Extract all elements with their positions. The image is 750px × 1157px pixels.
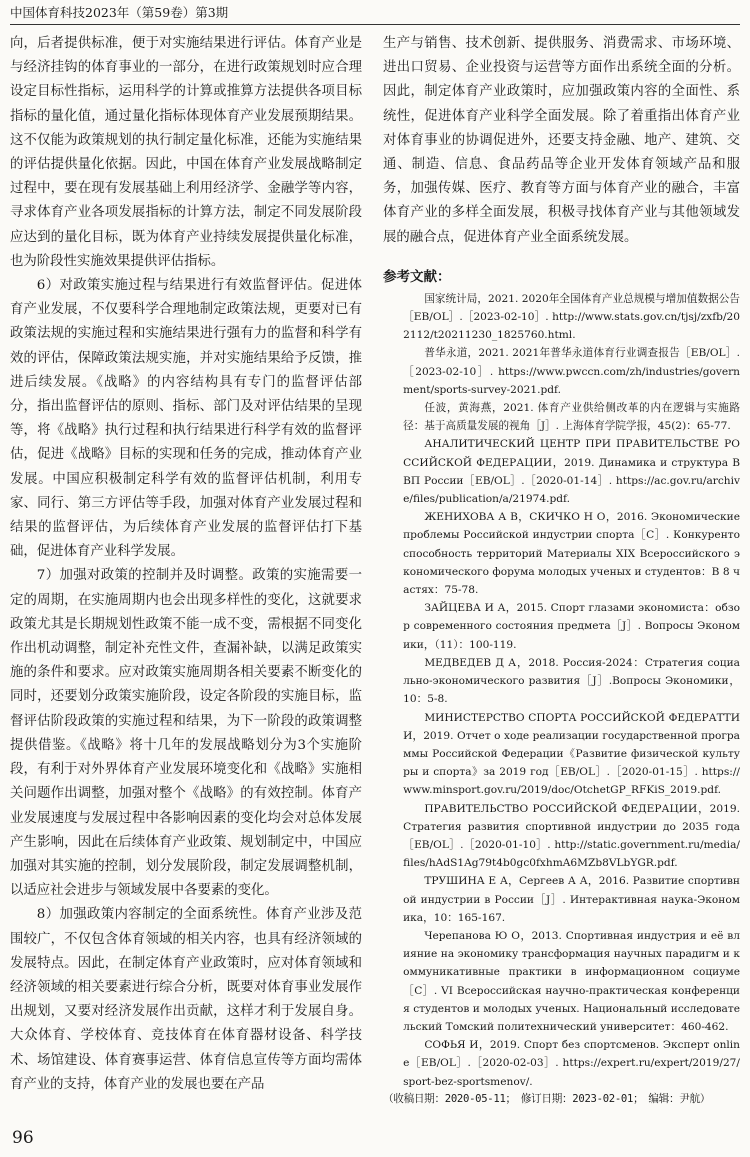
- left-column: [10, 32, 362, 1097]
- body-paragraph-continued: 向，后者提供标准，便于对实施结果进行评估。体育产业是与经济挂钩的体育事业的一部分，在进行政策规划时应合理设定目标性指标，运用科学的计算或推算方法提供各项目标指标的量化值，通过量化指标体现体育产业发展预期结果。这不仅能为政策规划的执行制定量化标准，还能为实施结果的评估提供量化依据。因此，中国在体育产业发展战略制定过程中，要在现有发展基础上利用经济学、金融学等内容，寻求体育产业各项发展指标的计算方法，制定不同发展阶段应达到的量化目标，既为体育产业持续发展提供量化标准，也为阶段性实施效果提供评估指标。: [10, 36, 362, 269]
- reference-item: 国家统计局，2021. 2020年全国体育产业总规模与增加值数据公告［EB/OL］.［2023-02-10］. http://www.stats.gov.cn/tjsj/zxfb/202112/t20211230_1825760.html.: [403, 292, 740, 342]
- submission-footnote: （收稿日期：2020-05-11； 修订日期：2023-02-01； 编辑：尹航）: [383, 1092, 711, 1105]
- header-rule: [10, 24, 740, 25]
- references-list: [383, 290, 740, 1091]
- reference-item: МИНИСТЕРСТВО СПОРТА РОССИЙСКОЙ ФЕДЕРАТТИИ，2019. Отчет о ходе реализации государственной программы Российской Федерации《Развитие физической культуры и спорта》за 2019 год［EB/OL］.［2020-01-15］. https://www.minsport.gov.ru/2019/doc/OtchetGP_RFKiS_2019.pdf.: [403, 711, 740, 797]
- journal-running-title: 中国体育科技2023年（第59卷）第3期: [10, 5, 229, 20]
- body-paragraph-7: 7）加强对政策的控制并及时调整。政策的实施需要一定的周期，在实施周期内也会出现多样性的变化，这就要求政策尤其是长期规划性政策不能一成不变，需根据不同变化作出机动调整，制定补充性文件，查漏补缺，以满足政策实施的条件和要求。应对政策实施周期各相关要素不断变化的同时，还要划分政策实施阶段，设定各阶段的实施目标，监督评估阶段政策的实施过程和结果，为下一阶段的政策调整提供借鉴。《战略》将十几年的发展战略划分为3个实施阶段，有利于对外界体育产业发展环境变化和《战略》实施相关问题作出调整，加强对整个《战略》的有效控制。体育产业发展速度与发展过程中各影响因素的变化均会对总体发展产生影响，因此在后续体育产业政策、规划制定中，中国应加强对其实施的控制，划分发展阶段，制定发展调整机制，以适应社会进步与领域发展中各要素的变化。: [10, 568, 362, 899]
- reference-item: 普华永道，2021. 2021年普华永道体育行业调查报告［EB/OL］.［2023-02-10］. https://www.pwccn.com/zh/industries/government/sports-survey-2021.pdf.: [403, 347, 740, 396]
- running-header: [10, 4, 740, 22]
- body-paragraph-8: 8）加强政策内容制定的全面系统性。体育产业涉及范围较广，不仅包含体育领域的相关内容，也具有经济领域的发展特点。因此，在制定体育产业政策时，应对体育领域和经济领域的相关要素进行综合分析，既要对体育事业发展作出规划，又要对经济发展作出贡献，这样才利于发展自身。大众体育、学校体育、竞技体育在体育器材设备、科学技术、场馆建设、体育赛事运营、体育信息宣传等方面均需体育产业的支持，体育产业的发展也要在产品: [10, 907, 362, 1092]
- reference-item: МЕДВЕДЕВ Д А，2018. Россия-2024：Стратегия социально-экономического развития［J］.Вопросы Экономики，10：5-8.: [403, 656, 740, 706]
- reference-item: 任波，黄海燕，2021. 体育产业供给侧改革的内在逻辑与实施路径：基于高质量发展的视角［J］. 上海体育学院学报，45(2)：65-77.: [403, 402, 740, 433]
- body-paragraph-6: 6）对政策实施过程与结果进行有效监督评估。促进体育产业发展，不仅要科学合理地制定政策法规，更要对已有政策法规的实施过程和实施结果进行强有力的监督和科学有效的评估，保障政策法规实施，并对实施结果给予反馈，推进后续发展。《战略》的内容结构具有专门的监督评估部分，指出监督评估的原则、指标、部门及对评估结果的呈现等，将《战略》执行过程和执行结果进行科学有效的监督评估，促进《战略》目标的实现和任务的完成，推动体育产业发展。中国应积极制定科学有效的监督评估机制，利用专家、同行、第三方评估等手段，加强对体育产业发展过程和结果的监督评估，为后续体育产业发展的监督评估打下基础，促进体育产业科学发展。: [10, 278, 362, 560]
- reference-item: ЖЕНИХОВА А В，СКИЧКО Н О，2016. Экономические проблемы Российской индустрии спорта［C］. Конкурентоспособность территорий Материалы XIX Всероссийского экономического форума молодых ученых и студентов：В 8 частях：75-78.: [403, 511, 740, 597]
- page-number: 96: [12, 1128, 34, 1148]
- body-paragraph-continued-right: 生产与销售、技术创新、提供服务、消费需求、市场环境、进出口贸易、企业投资与运营等方面作出系统全面的分析。因此，制定体育产业政策时，应加强政策内容的全面性、系统性，促进体育产业科学全面发展。除了着重指出体育产业对体育事业的协调促进外，还要支持金融、地产、建筑、交通、制造、信息、食品药品等企业开发体育领域产品和服务，加强传媒、医疗、教育等方面与体育产业的融合，丰富体育产业的多样全面发展，积极寻找体育产业与其他领域发展的融合点，促进体育产业全面系统发展。: [383, 36, 740, 245]
- references-heading: 参考文献：: [383, 268, 451, 285]
- reference-item: Черепанова Ю О，2013. Спортивная индустрия и её влияние на экономику трансформация научных парадигм и коммуникативные практики в информационном социуме［C］. VI Всероссийская научно-практическая конференция студентов и молодых ученых. Национальный исследовательский Томский политехнический университет：460-462.: [403, 929, 740, 1033]
- right-column: [383, 32, 740, 1107]
- reference-item: СОФЬЯ И，2019. Спорт без спортсменов. Эксперт online［EB/OL］.［2020-02-03］. https://expert.ru/expert/2019/27/sport-bez-sportsmenov/.: [403, 1039, 740, 1088]
- reference-item: АНАЛИТИЧЕСКИЙ ЦЕНТР ПРИ ПРАВИТЕЛЬСТВЕ РОССИЙСКОЙ ФЕДЕРАЦИИ，2019. Динамика и структура ВВП России［EB/OL］.［2020-01-14］. https://ac.gov.ru/archive/files/publication/a/21974.pdf.: [403, 438, 740, 506]
- reference-item: ТРУШИНА Е А，Сергеев А А，2016. Развитие спортивной индустрии в России［J］. Интерактивная наука-Экономика，10：165-167.: [403, 875, 740, 924]
- reference-item: ПРАВИТЕЛЬСТВО РОССИЙСКОЙ ФЕДЕРАЦИИ，2019. Стратегия развития спортивной индустрии до 2035 года［EB/OL］.［2020-01-10］. http://static.government.ru/media/files/hAdS1Ag79t4b0gc0fxhmA6MZb8VLbYGR.pdf.: [403, 802, 740, 870]
- reference-item: ЗАЙЦЕВА И А，2015. Спорт глазами экономиста：обзор современного состояния предмета［J］. Вопросы Экономики，（11）：100-119.: [403, 602, 740, 651]
